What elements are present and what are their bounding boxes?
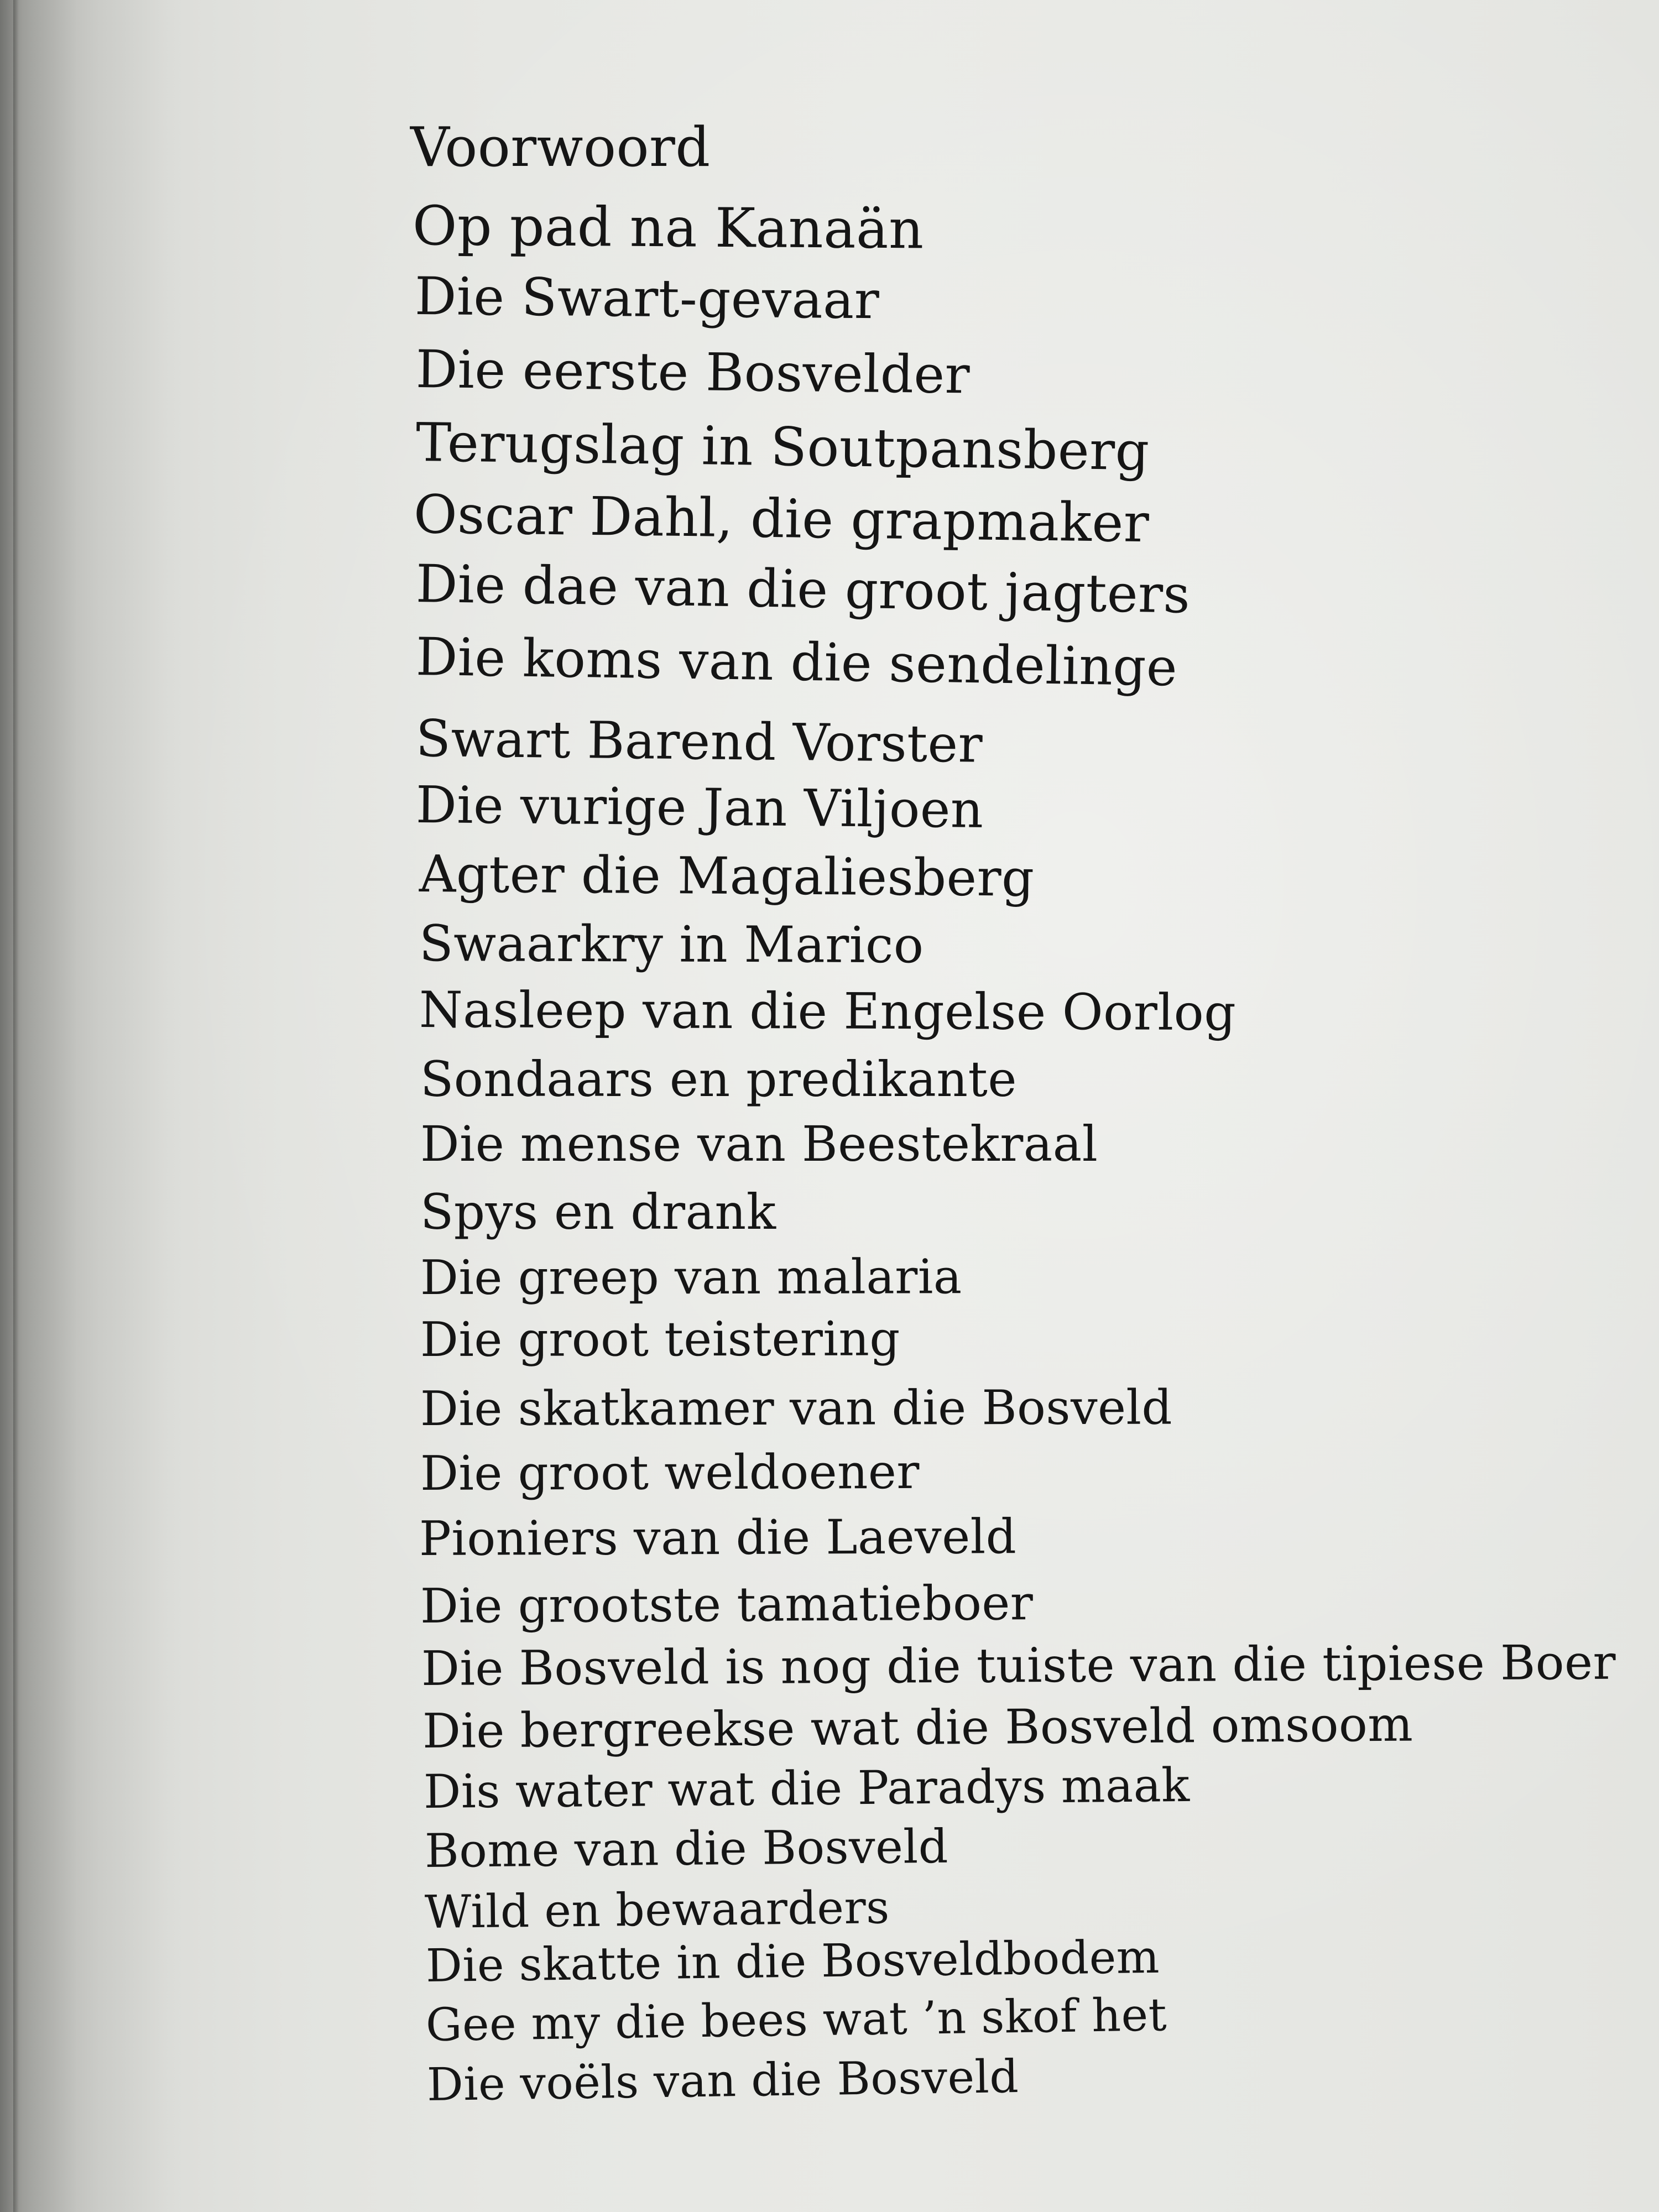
toc-entry: Die dae van die groot jagters xyxy=(415,554,1191,625)
toc-entry: Die skatkamer van die Bosveld xyxy=(420,1380,1173,1437)
toc-entry: Nasleep van die Engelse Oorlog xyxy=(419,981,1237,1042)
toc-entry: Wild en bewaarders xyxy=(424,1881,890,1939)
toc-entry: Die Swart-gevaar xyxy=(414,267,880,331)
toc-entry: Die skatte in die Bosveldbodem xyxy=(425,1931,1160,1992)
toc-entry: Die grootste tamatieboer xyxy=(420,1575,1034,1634)
toc-entry: Die koms van die sendelinge xyxy=(415,627,1178,698)
toc-entry: Dis water wat die Paradys maak xyxy=(423,1757,1190,1819)
toc-entry: Swaarkry in Marico xyxy=(419,915,924,975)
toc-entry: Gee my die bees wat ’n skof het xyxy=(425,1989,1167,2052)
toc-entry: Die Bosveld is nog die tuiste van die tipiese Boer xyxy=(421,1635,1616,1697)
page-edge xyxy=(13,0,19,2212)
toc-entry: Agter die Magaliesberg xyxy=(419,844,1035,908)
toc-entry: Die greep van malaria xyxy=(420,1249,962,1306)
page-gutter-shadow xyxy=(0,0,182,2212)
toc-entry: Die vurige Jan Viljoen xyxy=(415,775,984,839)
toc-entry: Op pad na Kanaän xyxy=(412,195,925,262)
toc-entry: Swart Barend Vorster xyxy=(415,709,983,774)
toc-entry: Spys en drank xyxy=(420,1183,776,1240)
toc-entry: Die groot teistering xyxy=(420,1311,900,1368)
toc-entry: Oscar Dahl, die grapmaker xyxy=(413,483,1150,555)
toc-entry: Pioniers van die Laeveld xyxy=(419,1509,1017,1567)
toc-entry: Die voëls van die Bosveld xyxy=(426,2051,1019,2111)
toc-entry: Bome van die Bosveld xyxy=(424,1819,949,1878)
toc-entry: Sondaars en predikante xyxy=(420,1051,1017,1108)
toc-entry: Die groot weldoener xyxy=(420,1444,920,1501)
toc-entry: Die mense van Beestekraal xyxy=(420,1115,1098,1172)
toc-entry: Die eerste Bosvelder xyxy=(415,340,971,406)
toc-entry: Terugslag in Soutpansberg xyxy=(415,411,1150,483)
toc-entry: Voorwoord xyxy=(410,116,711,179)
toc-entry: Die bergreekse wat die Bosveld omsoom xyxy=(422,1697,1413,1759)
